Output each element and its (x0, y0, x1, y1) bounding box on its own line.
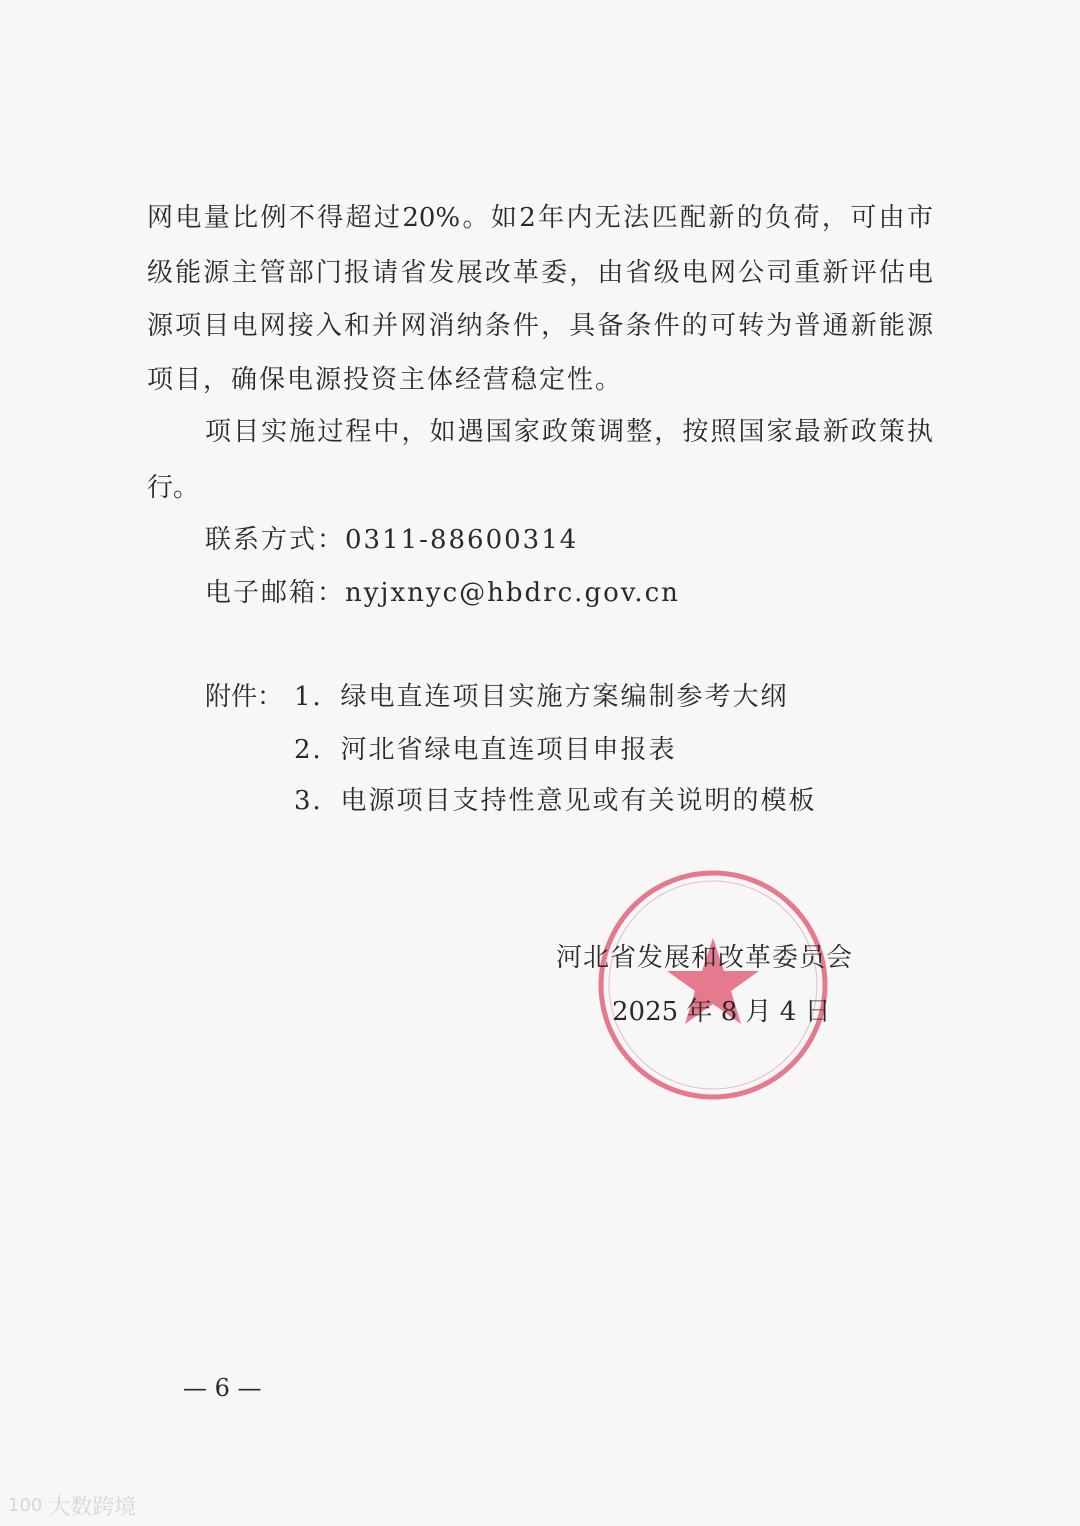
official-seal (596, 868, 830, 1102)
paragraph-line: 级能源主管部门报请省发展改革委，由省级电网公司重新评估电 (147, 258, 933, 288)
paragraph-line: 行。 (147, 473, 200, 503)
signature-organization: 河北省发展和改革委员会 (556, 943, 854, 973)
page-number: — 6 — (183, 1374, 262, 1402)
watermark (8, 1490, 136, 1521)
attachment-item: 3．电源项目支持性意见或有关说明的模板 (294, 786, 817, 816)
attachment-item: 2．河北省绿电直连项目申报表 (294, 735, 677, 765)
paragraph-line: 源项目电网接入和并网消纳条件，具备条件的可转为普通新能源 (147, 311, 933, 341)
paragraph-line: 网电量比例不得超过20%。如2年内无法匹配新的负荷，可由市 (147, 203, 933, 233)
signature-date: 2025 年 8 月 4 日 (612, 997, 831, 1027)
watermark-logo: 100 (8, 1495, 43, 1516)
attachments-label: 附件： (205, 682, 284, 712)
contact-phone: 联系方式：0311-88600314 (205, 525, 579, 555)
paragraph-line: 项目实施过程中，如遇国家政策调整，按照国家最新政策执 (205, 417, 933, 447)
attachment-item: 1．绿电直连项目实施方案编制参考大纲 (294, 682, 789, 712)
paragraph-line: 项目，确保电源投资主体经营稳定性。 (147, 365, 624, 395)
contact-email: 电子邮箱：nyjxnyc@hbdrc.gov.cn (205, 578, 680, 608)
watermark-text: 大数跨境 (48, 1495, 137, 1520)
